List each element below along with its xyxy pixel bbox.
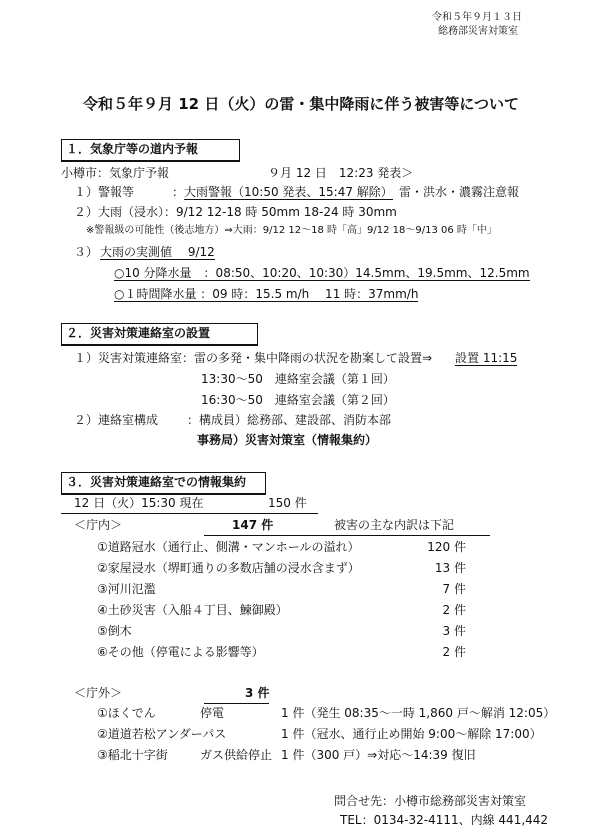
meeting-1: 13:30～50 連絡室会議（第１回） <box>201 372 395 386</box>
section3-heading: ３．災害対策連絡室での情報集約 <box>66 475 247 489</box>
liaison-office-setup: １）災害対策連絡室：雷の多発・集中降雨の状況を勘案して設置⇒ <box>74 351 433 365</box>
section1-heading: １．気象庁等の道内予報 <box>66 142 199 156</box>
outside-item-type: 停電 <box>200 706 225 720</box>
heavy-rain-warning: 大雨警報（10:50 発表、15:47 解除） <box>184 185 393 199</box>
outside-count-underline <box>204 703 269 704</box>
measured-label: ３） <box>74 245 99 259</box>
inside-item-count: 7 件 <box>442 582 466 596</box>
office-secretariat: 事務局）災害対策室（情報集約） <box>197 433 378 447</box>
forecast-source: 小樽市：気象庁予報 <box>61 166 170 180</box>
inside-item-name: ④土砂災害（入船４丁目、鰊御殿） <box>97 603 288 617</box>
outside-label: ＜庁外＞ <box>74 686 123 700</box>
status-total: 150 件 <box>268 496 307 510</box>
inside-note: 被害の主な内訳は下記 <box>334 518 455 532</box>
outside-item-name: ③稲北十字街 <box>97 748 168 762</box>
advisories: 雷・洪水・濃霧注意報 <box>399 185 520 199</box>
outside-item-type: ガス供給停止 <box>200 748 273 762</box>
ten-minute-rainfall: ○10 分降水量 ：08:50、10:20、10:30）14.5mm、19.5mm、12.5mm <box>114 266 530 280</box>
outside-item-name: ①ほくでん <box>97 706 156 720</box>
status-underline <box>61 513 318 514</box>
inside-item-name: ①道路冠水（通行止、側溝・マンホールの溢れ） <box>97 540 360 554</box>
contact-phone: TEL：0134-32-4111、内線 441,442 <box>340 813 549 827</box>
measured-rain-heading: 大雨の実測値 9/12 <box>100 245 215 259</box>
outside-item-detail: 1 件（冠水、通行止め開始 9:00～解除 17:00） <box>281 727 542 741</box>
forecast-issued-time: ９月 12 日 12:23 発表＞ <box>268 166 414 180</box>
inside-item-name: ③河川氾濫 <box>97 582 156 596</box>
hourly-rainfall: ○１時間降水量 ：09 時：15.5 m/h 11 時：37mm/h <box>114 287 419 301</box>
contact-line: 問合せ先：小樽市総務部災害対策室 <box>334 794 527 808</box>
office-composition-label: ２）連絡室構成 <box>74 413 159 427</box>
document-title: 令和５年９月 12 日（火）の雷・集中降雨に伴う被害等について <box>83 95 520 113</box>
office-members: ：構成員）総務部、建設部、消防本部 <box>187 413 392 427</box>
section2-heading: ２．災害対策連絡室の設置 <box>66 326 211 340</box>
setup-time: 設置 11:15 <box>455 351 518 365</box>
inside-item-count: 120 件 <box>427 540 466 554</box>
inside-item-count: 3 件 <box>442 624 466 638</box>
inside-item-name: ⑤倒木 <box>97 624 132 638</box>
outside-item-name: ②道道若松アンダーパス <box>97 727 227 741</box>
inside-label: ＜庁内＞ <box>74 518 123 532</box>
inside-item-count: 13 件 <box>434 561 466 575</box>
outside-item-detail: 1 件（300 戸）⇒対応～14:39 復旧 <box>281 748 476 762</box>
inside-item-name: ⑥その他（停電による影響等） <box>97 645 264 659</box>
inside-count: 147 件 <box>232 518 274 532</box>
inside-item-count: 2 件 <box>442 603 466 617</box>
inside-item-count: 2 件 <box>442 645 466 659</box>
inside-underline <box>204 535 490 536</box>
outside-count: 3 件 <box>245 686 270 700</box>
warning-probability-note: ※警報級の可能性（後志地方）⇒大雨：9/12 12～18 時「高」9/12 18～9/13 06 時「中」 <box>86 225 497 236</box>
meeting-2: 16:30～50 連絡室会議（第２回） <box>201 393 395 407</box>
warnings-label: １）警報等 <box>74 185 135 199</box>
rain-forecast: ２）大雨（浸水）：9/12 12-18 時 50mm 18-24 時 30mm <box>74 205 397 219</box>
document-date: 令和５年９月１３日 <box>432 12 522 23</box>
outside-item-detail: 1 件（発生 08:35～一時 1,860 戸～解消 12:05） <box>281 706 556 720</box>
inside-item-name: ②家屋浸水（堺町通りの多数店舗の浸水含まず） <box>97 561 360 575</box>
status-time: 12 日（火）15:30 現在 <box>74 496 204 510</box>
issuing-department: 総務部災害対策室 <box>438 26 518 37</box>
warnings-colon: ： <box>172 185 185 199</box>
